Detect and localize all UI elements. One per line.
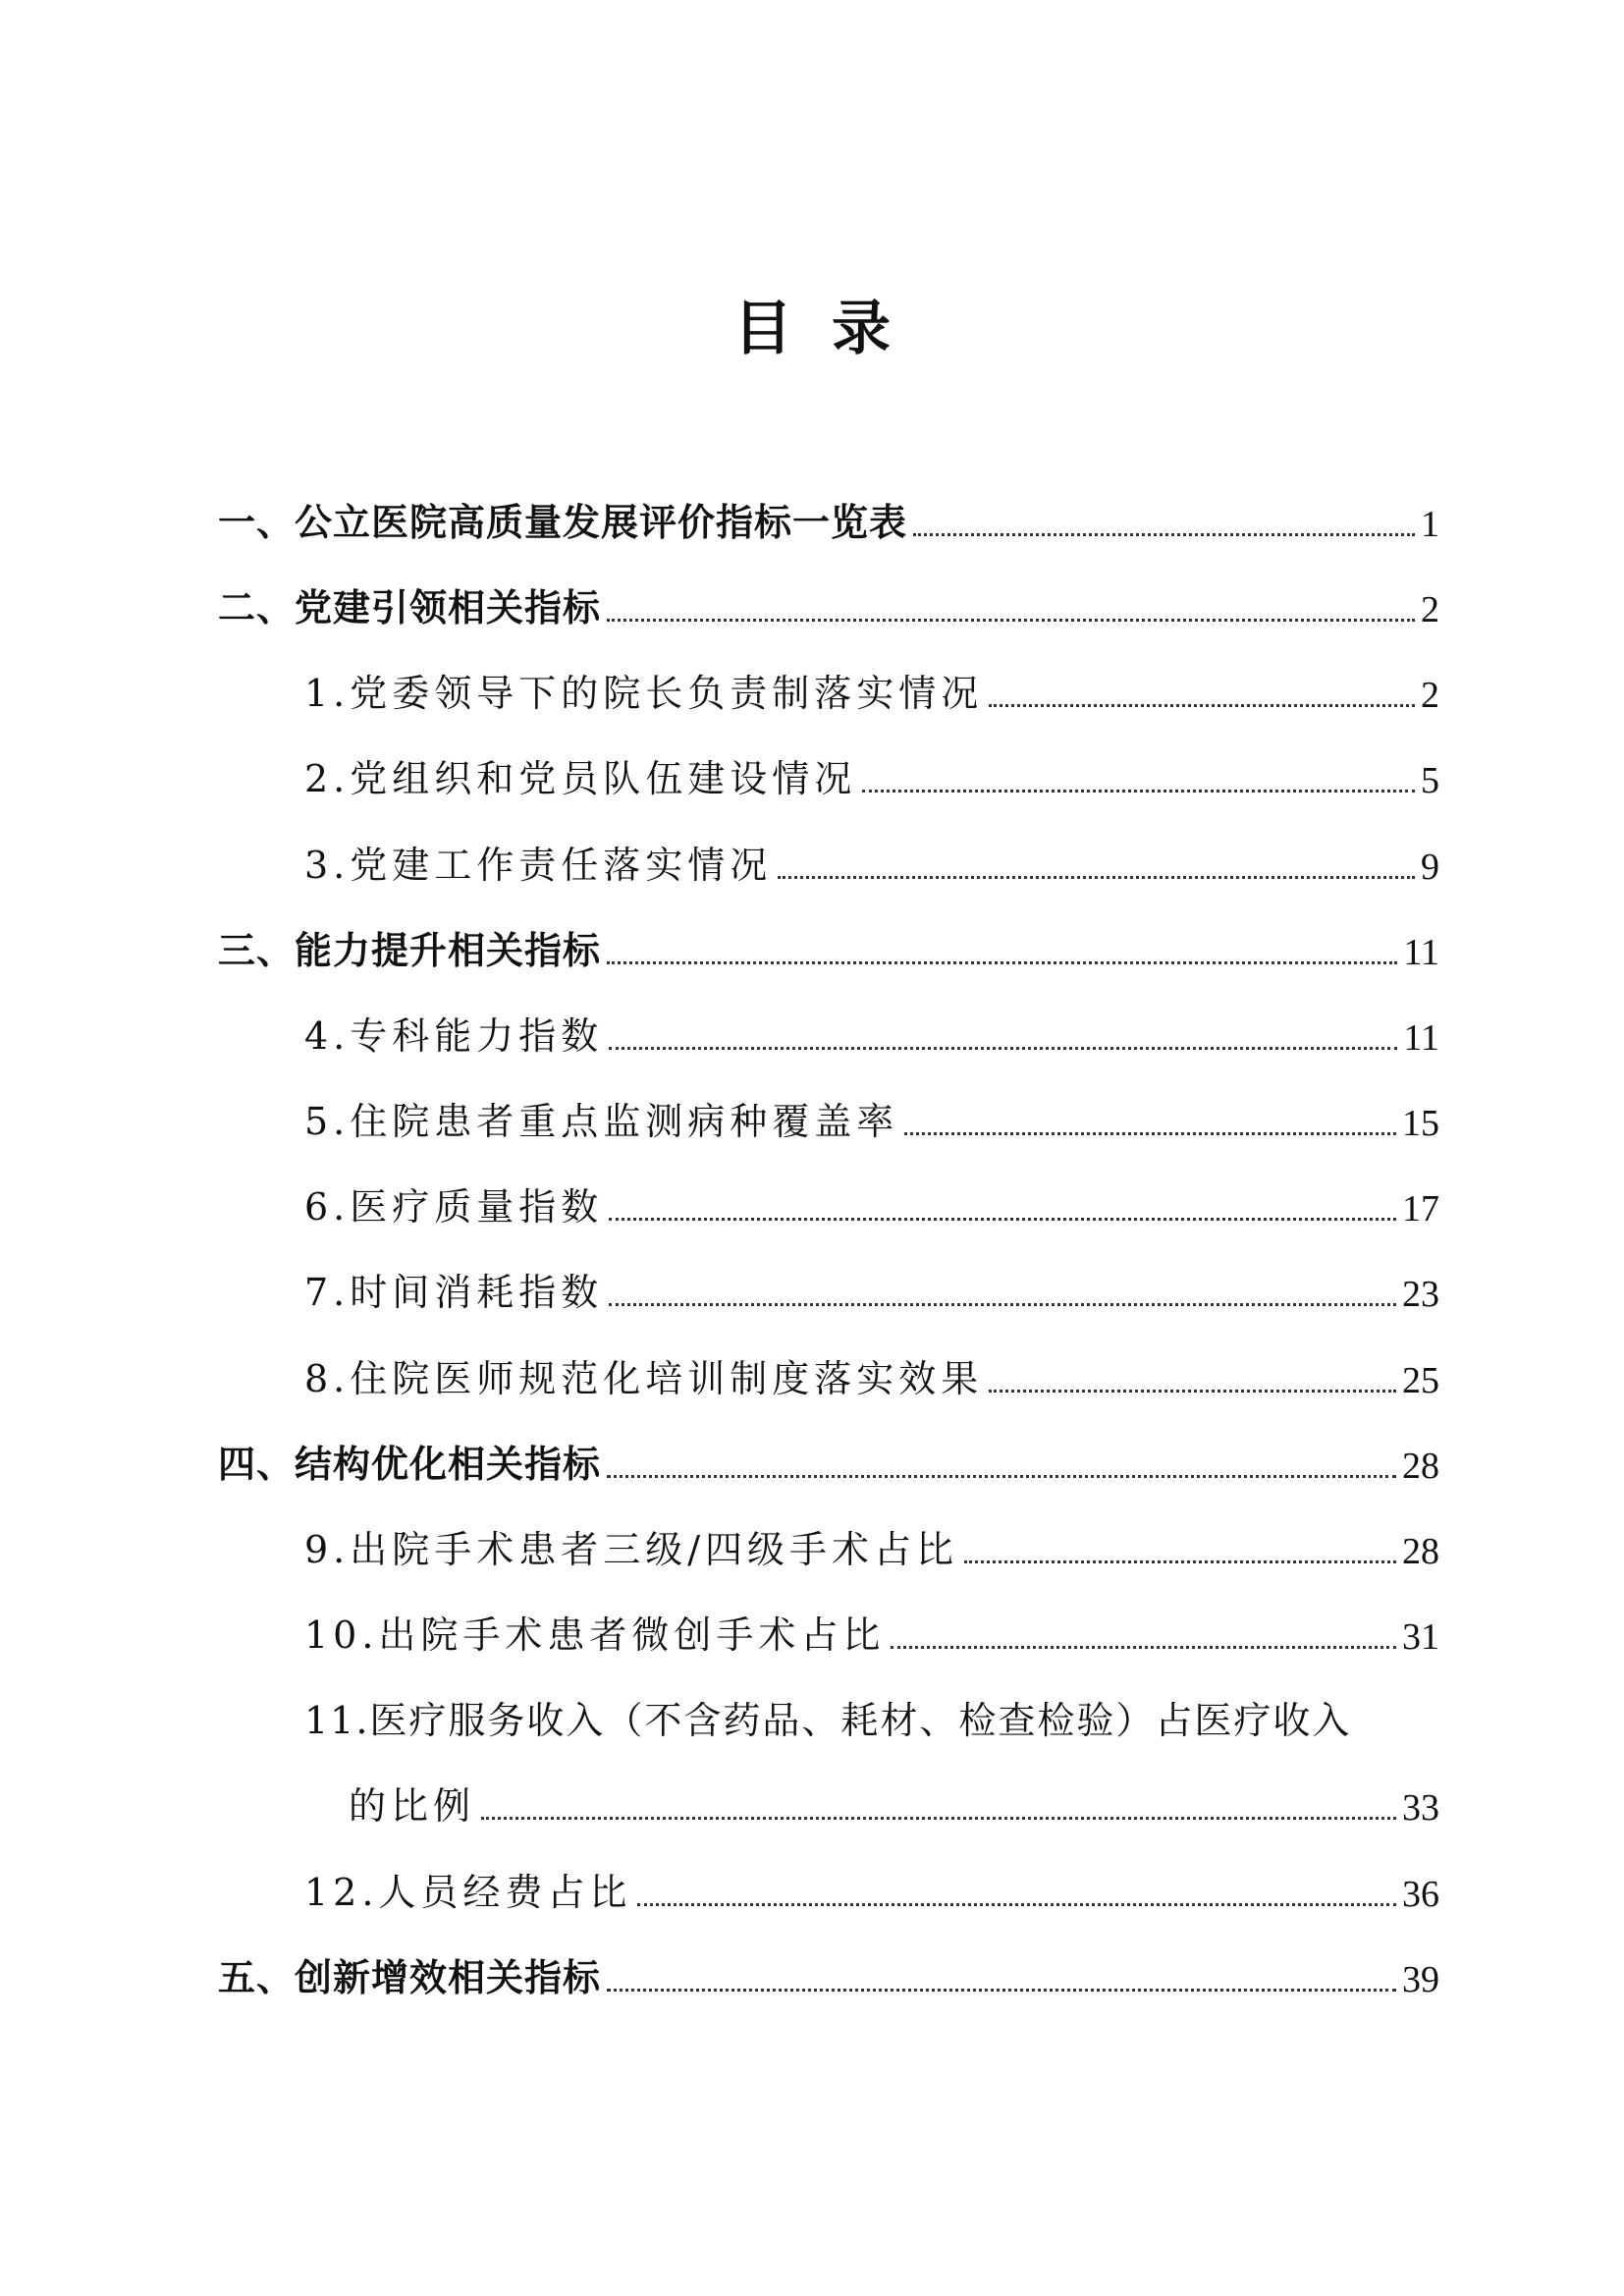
toc-leader-dots: [989, 1390, 1396, 1393]
toc-entry-page: 39: [1402, 1959, 1439, 2000]
toc-entry-page: 28: [1402, 1531, 1439, 1572]
toc-entry-label: 四、结构优化相关指标: [218, 1443, 602, 1486]
toc-entry-label: 10.出院手术患者微创手术占比: [304, 1613, 886, 1657]
toc-leader-dots: [607, 1989, 1396, 1992]
toc-entry-section-5[interactable]: [218, 1942, 1439, 2001]
toc-entry-label: 一、公立医院高质量发展评价指标一览表: [218, 501, 908, 544]
toc-leader-dots: [609, 1303, 1396, 1306]
toc-entry-page: 2: [1421, 675, 1439, 716]
toc-leader-dots: [778, 876, 1415, 879]
toc-entry-item-8[interactable]: [304, 1343, 1439, 1402]
toc-entry-page: 17: [1402, 1188, 1439, 1230]
toc-entry-page: 11: [1403, 1017, 1439, 1059]
toc-entry-item-6[interactable]: [304, 1172, 1439, 1230]
toc-entry-page: 15: [1402, 1103, 1439, 1144]
toc-entry-label: 4.专科能力指数: [304, 1014, 604, 1058]
toc-leader-dots: [964, 1560, 1396, 1563]
toc-entry-item-10[interactable]: [304, 1600, 1439, 1659]
toc-entry-section-3[interactable]: [218, 915, 1439, 974]
toc-entry-section-1[interactable]: [218, 487, 1439, 546]
toc-entry-item-3[interactable]: [304, 830, 1439, 889]
toc-entry-label: 8.住院医师规范化培训制度落实效果: [304, 1357, 984, 1400]
toc-entry-item-9[interactable]: [304, 1514, 1439, 1573]
toc-entry-page: 28: [1402, 1446, 1439, 1487]
toc-entry-label: 1.党委领导下的院长负责制落实情况: [304, 672, 984, 715]
toc-entry-item-1[interactable]: [304, 658, 1439, 717]
toc-entry-label: 6.医疗质量指数: [304, 1185, 604, 1229]
toc-entry-item-2[interactable]: [304, 743, 1439, 802]
toc-entry-label: 五、创新增效相关指标: [218, 1956, 602, 1999]
toc-entry-page: 23: [1402, 1274, 1439, 1315]
toc-entry-section-4[interactable]: [218, 1429, 1439, 1488]
toc-entry-page: 9: [1421, 847, 1439, 888]
toc-entry-label: 3.党建工作责任落实情况: [304, 844, 773, 887]
toc-entry-page: 5: [1421, 760, 1439, 801]
toc-leader-dots: [904, 1132, 1396, 1135]
toc-entry-item-4[interactable]: [304, 1001, 1439, 1060]
toc-leader-dots: [891, 1646, 1396, 1649]
toc-leader-dots: [637, 1903, 1396, 1906]
toc-entry-page: 31: [1402, 1616, 1439, 1658]
toc-entry-label: 12.人员经费占比: [304, 1871, 632, 1914]
toc-entry-item-11[interactable]: [349, 1771, 1439, 1830]
toc-entry-page: 2: [1421, 589, 1439, 630]
toc-entry-page: 33: [1402, 1787, 1439, 1829]
toc-leader-dots: [481, 1817, 1396, 1820]
toc-leader-dots: [607, 1475, 1396, 1478]
toc-entry-page: 36: [1402, 1874, 1439, 1915]
toc-leader-dots: [609, 1218, 1396, 1221]
toc-entry-label: 5.住院患者重点监测病种覆盖率: [304, 1100, 899, 1143]
toc-entry-label: 的比例: [349, 1784, 476, 1828]
title-char-2: 录: [832, 295, 891, 363]
toc-entry-page: 25: [1402, 1360, 1439, 1401]
toc-leader-dots: [607, 619, 1415, 622]
toc-entry-label: 2.党组织和党员队伍建设情况: [304, 757, 857, 800]
toc-entry-label: 二、党建引领相关指标: [218, 586, 602, 629]
toc-entry-page: 11: [1403, 932, 1439, 973]
toc-entry-item-12[interactable]: [304, 1857, 1439, 1916]
toc-entry-page: 1: [1421, 504, 1439, 545]
toc-entry-label: 7.时间消耗指数: [304, 1271, 604, 1314]
toc-leader-dots: [607, 961, 1397, 964]
toc-entry-section-2[interactable]: [218, 573, 1439, 631]
title-char-1: 目: [733, 295, 792, 363]
toc-entry-item-11-line1[interactable]: [304, 1685, 1439, 1744]
toc-entry-label: 9.出院手术患者三级/四级手术占比: [304, 1528, 959, 1571]
toc-leader-dots: [989, 704, 1415, 707]
toc-entry-label: 11.医疗服务收入（不含药品、耗材、检查检验）占医疗收入: [304, 1699, 1352, 1742]
toc-leader-dots: [609, 1047, 1397, 1050]
toc-leader-dots: [862, 790, 1415, 793]
toc-entry-item-7[interactable]: [304, 1257, 1439, 1316]
toc-entry-item-5[interactable]: [304, 1086, 1439, 1145]
toc-leader-dots: [913, 533, 1415, 536]
toc-entry-label: 三、能力提升相关指标: [218, 929, 602, 972]
